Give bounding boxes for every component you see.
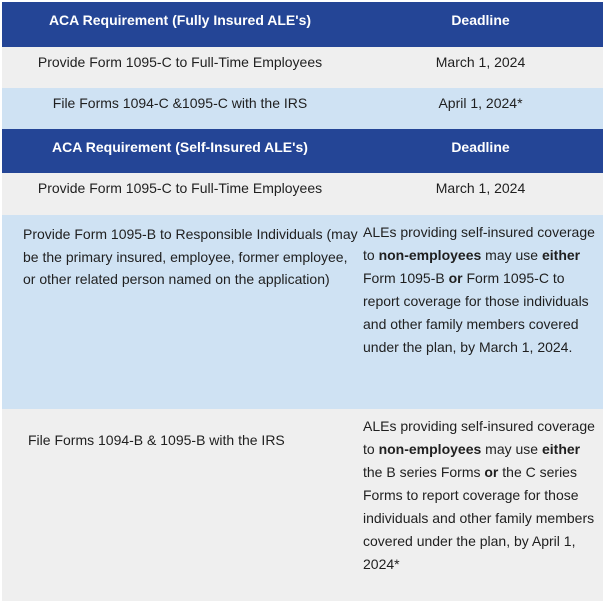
- deadline-text: ALEs providing self-insured coverage to: [363, 418, 595, 457]
- deadline-text: Form 1095-B: [363, 270, 449, 286]
- deadline-text: ALEs providing self-insured coverage to: [363, 224, 595, 263]
- requirement-cell: Provide Form 1095-B to Responsible Individuals (may be the primary insured, employee, former employee, or other related person named on the application): [23, 226, 358, 288]
- deadline-text: may use: [481, 441, 542, 457]
- deadline-cell: [358, 215, 603, 409]
- deadline-emphasis: either: [541, 247, 581, 263]
- requirement-cell: File Forms 1094-C &1095-C with the IRS: [52, 95, 308, 111]
- deadline-text: the C series Forms to report coverage for those individuals and other family members covered under the plan, by April 1, 2024*: [363, 464, 595, 572]
- table-header-self-insured: [2, 129, 603, 173]
- table-row: [2, 88, 603, 129]
- deadline-emphasis: non-employees: [378, 441, 482, 457]
- deadline-cell: [358, 409, 603, 601]
- requirement-cell: File Forms 1094-B & 1095-B with the IRS: [28, 432, 285, 448]
- deadline-emphasis: either: [541, 441, 581, 457]
- table-header-fully-insured: [2, 2, 603, 47]
- deadline-cell: April 1, 2024*: [438, 95, 523, 111]
- table-row: [2, 173, 603, 215]
- header-requirement: ACA Requirement (Fully Insured ALE's): [48, 12, 312, 28]
- requirement-cell: Provide Form 1095-C to Full-Time Employees: [37, 54, 323, 70]
- deadline-text: may use: [481, 247, 542, 263]
- deadline-emphasis: or: [448, 270, 463, 286]
- header-requirement: ACA Requirement (Self-Insured ALE's): [52, 139, 308, 155]
- deadline-emphasis: non-employees: [378, 247, 482, 263]
- deadline-cell: March 1, 2024: [435, 54, 526, 70]
- header-deadline: Deadline: [451, 12, 510, 28]
- table-row: [2, 47, 603, 88]
- aca-deadlines-table: [2, 2, 603, 601]
- deadline-text: Form 1095-C to report coverage for those individuals and other family members covered under the plan, by March 1, 2024.: [363, 270, 589, 355]
- table-row: [2, 215, 603, 409]
- deadline-emphasis: or: [484, 464, 499, 480]
- requirement-cell: Provide Form 1095-C to Full-Time Employees: [37, 180, 323, 196]
- table-row: [2, 409, 603, 601]
- header-deadline: Deadline: [451, 139, 510, 155]
- deadline-text: the B series Forms: [363, 464, 485, 480]
- deadline-cell: March 1, 2024: [435, 180, 526, 196]
